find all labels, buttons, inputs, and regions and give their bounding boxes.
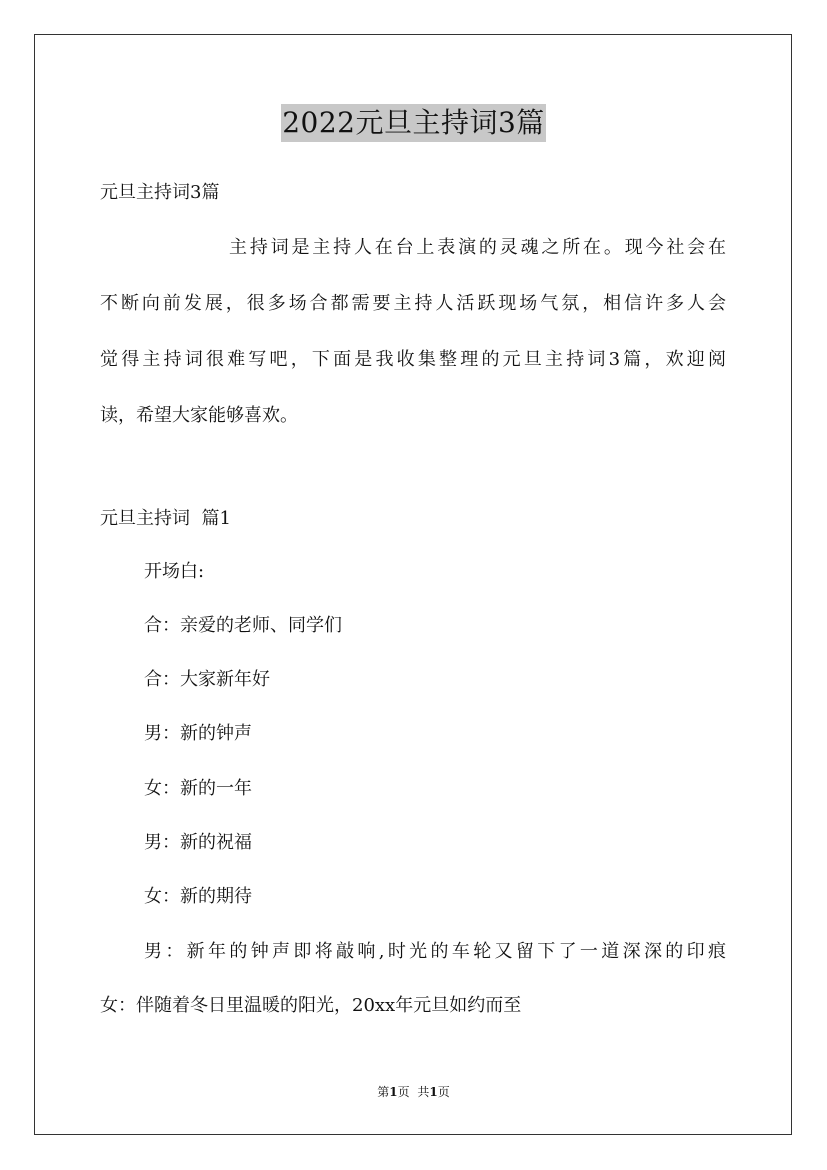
script-line-5: 女：新的一年	[144, 778, 252, 799]
intro-line-2: 不断向前发展，很多场合都需要主持人活跃现场气氛，相信许多人会	[100, 293, 726, 314]
intro-line-1: 主持词是主持人在台上表演的灵魂之所在。现今社会在	[229, 237, 726, 258]
script-line-6: 男：新的祝福	[144, 832, 252, 853]
footer-total-suffix: 页	[437, 1085, 450, 1099]
script-line-3: 合：大家新年好	[144, 669, 270, 690]
footer-page-suffix: 页	[397, 1085, 410, 1099]
script-line-4: 男：新的钟声	[144, 723, 252, 744]
section-heading: 元旦主持词 篇1	[100, 508, 231, 529]
document-subtitle: 元旦主持词3篇	[100, 182, 220, 203]
document-title: 2022元旦主持词3篇	[281, 104, 546, 142]
intro-line-4: 读，希望大家能够喜欢。	[100, 405, 298, 426]
script-line-8: 男：新年的钟声即将敲响,时光的车轮又留下了一道深深的印痕	[144, 941, 726, 962]
script-line-2: 合：亲爱的老师、同学们	[144, 615, 342, 636]
script-line-7: 女：新的期待	[144, 886, 252, 907]
title-container	[0, 104, 827, 142]
script-line-9: 女：伴随着冬日里温暖的阳光，20xx年元旦如约而至	[100, 995, 522, 1016]
footer-total-prefix: 共	[417, 1085, 430, 1099]
page-footer	[0, 1084, 827, 1100]
intro-line-3: 觉得主持词很难写吧，下面是我收集整理的元旦主持词3篇，欢迎阅	[100, 349, 726, 370]
script-line-opening: 开场白:	[144, 561, 205, 582]
footer-page-current: 1	[389, 1085, 398, 1099]
footer-page-prefix: 第	[377, 1085, 390, 1099]
footer-total-pages: 1	[429, 1085, 438, 1099]
